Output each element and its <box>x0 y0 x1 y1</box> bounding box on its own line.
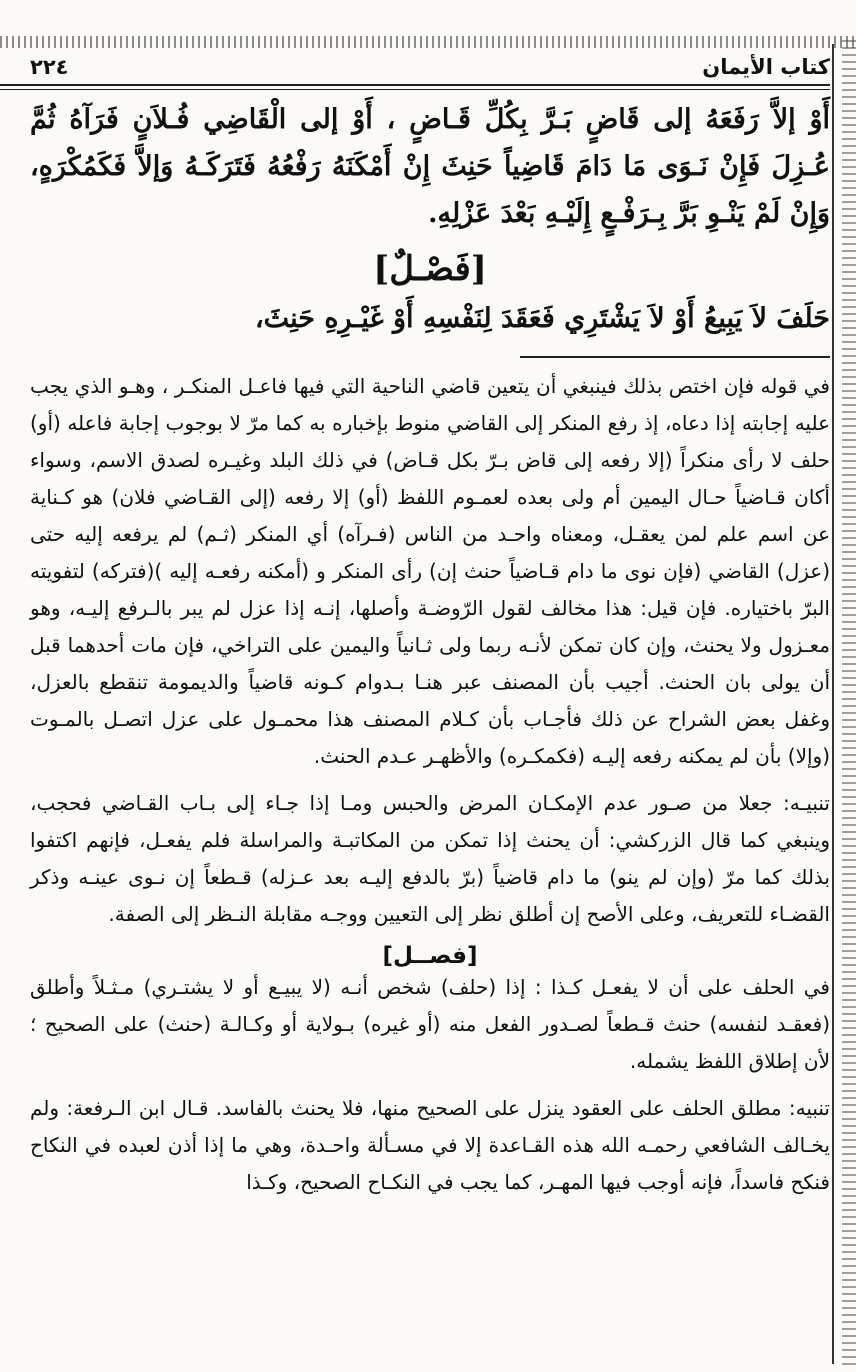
page-body <box>30 96 830 1366</box>
section-heading: [فصــل] <box>382 943 478 969</box>
sharh-paragraph: تنبيـه: جعلا من صـور عدم الإمكـان المرض والحبس ومـا إذا جـاء إلى بـاب القـاضي فحجب، وينبغي كما قال الزركشي: أن يحنث إذا تمكن من المكاتبـة والمراسلة فلم يفعـل، فإنهم اكتفوا بذلك كما مرّ (وإن لم ينو) ما دام قاضياً (برّ بالدفع إليـه بعد عـزله) قـطعاً إن نـوى عينـه وذكر القضـاء للتعريف، وعلى الأصح إن أطلق نظر إلى التعيين ووجـه مقابلة النـظر إلى الصفة. <box>30 791 830 926</box>
sharh-paragraph: تنبيه: مطلق الحلف على العقود ينزل على الصحيح منها، فلا يحنث بالفاسد. قـال ابن الـرفعة: ولم يخـالف الشافعي رحمـه الله هذه القـاعدة إلا في مسـألة واحـدة، وهي ما إذا أذن لعبده في النكاح فنكح فاسداً، فإنه أوجب فيها المهـر، كما يجب في النكـاح الصحيح، وكـذا <box>30 1096 830 1194</box>
header-rule <box>0 84 830 90</box>
page-number: ٢٢٤ <box>30 55 69 79</box>
sharh-paragraph: في الحلف على أن لا يفعـل كـذا : إذا (حلف) شخص أنـه (لا يبيـع أو لا يشتـري) مـثـلاً وأطلق (فعقـد لنفسه) حنث قـطعاً لصـدور الفعل منه (أو غيره) بـولاية أو وكـالـة (حنث) على الصحيح ؛ لأن إطلاق اللفظ يشمله. <box>30 975 830 1073</box>
sharh-section <box>30 368 830 1201</box>
ornamental-top-border <box>0 36 856 48</box>
matn-section <box>30 96 830 342</box>
matn-sharh-separator <box>520 356 830 358</box>
page-header <box>30 50 830 84</box>
matn-paragraph: حَلَفَ لاَ يَبِيعُ أَوْ لاَ يَشْتَرِي فَعَقَدَ لِنَفْسِهِ أَوْ غَيْـرِهِ حَنِثَ، <box>254 303 830 334</box>
book-title: كتاب الأيمان <box>702 55 830 79</box>
section-heading: [فَصْـلٌ] <box>373 249 487 289</box>
right-rule <box>832 44 834 1364</box>
ornamental-right-border <box>842 40 856 1370</box>
sharh-paragraph: في قوله فإن اختص بذلك فينبغي أن يتعين قاضي الناحية التي فيها فاعـل المنكـر ، وهـو الذي يجب عليه إجابته إذا دعاه، إذ رفع المنكر إلى القاضي منوط بإخباره به كما مرّ لا بوجوب إجابة فاعله (أو) حلف لا رأى منكراً (إلا رفعه إلى قاض بـرّ بكل قـاض) في ذلك البلد وغيـره لصدق الاسم، وسواء أكان قـاضياً حـال اليمين أم ولى بعده لعمـوم اللفظ (أو) إلا رفعه (إلى القـاضي فلان) هو كـناية عن اسم علم لمن يعقـل، ومعناه واحـد من الناس (فـرآه) أي المنكر (ثـم) لم يرفعه إليه حتى (عزل) القاضي (فإن نوى ما دام قـاضياً حنث إن) رأى المنكر و (أمكنه رفعـه إليه )(فتركه) لتفويته البرّ باختياره. فإن قيل: هذا مخالف لقول الرّوضـة وأصلها، إنـه إذا عزل لم يبر بالـرفع إليـه، وهو معـزول ولا يحنث، وإن كان تمكن لأنـه ربما ولى ثـانياً واليمين على التراخي، فإن مات أحدهما قبل أن يولى بان الحنث. أجيب بأن المصنف عبر هنـا بـدوام كـونه قاضياً والديمومة تنقطع بالعزل، وغفل بعض الشراح عن ذلك فأجـاب بأن كـلام المصنف هذا محمـول على عزل اتصـل بالمـوت (وإلا) بأن لم يمكنه رفعه إليـه (فكمكـره) والأظهـر عـدم الحنث. <box>30 374 830 768</box>
matn-paragraph: أَوْ إلاَّ رَفَعَهُ إلى قَاضٍ بَـرَّ بِكُلِّ قَـاضٍ ، أَوْ إلى الْقَاضِي فُـلاَنٍ فَرَآهُ ثُمَّ عُـزِلَ فَإِنْ نَـوَى مَا دَامَ قَاضِياً حَنِثَ إِنْ أَمْكَنَهُ رَفْعُهُ فَتَرَكَـهُ وَإلاَّ فَكَمُكْرَهٍ، وَإِنْ لَمْ يَنْـوِ بَرَّ بِـرَفْـعٍ إِلَيْـهِ بَعْدَ عَزْلِهِ. <box>30 104 830 229</box>
